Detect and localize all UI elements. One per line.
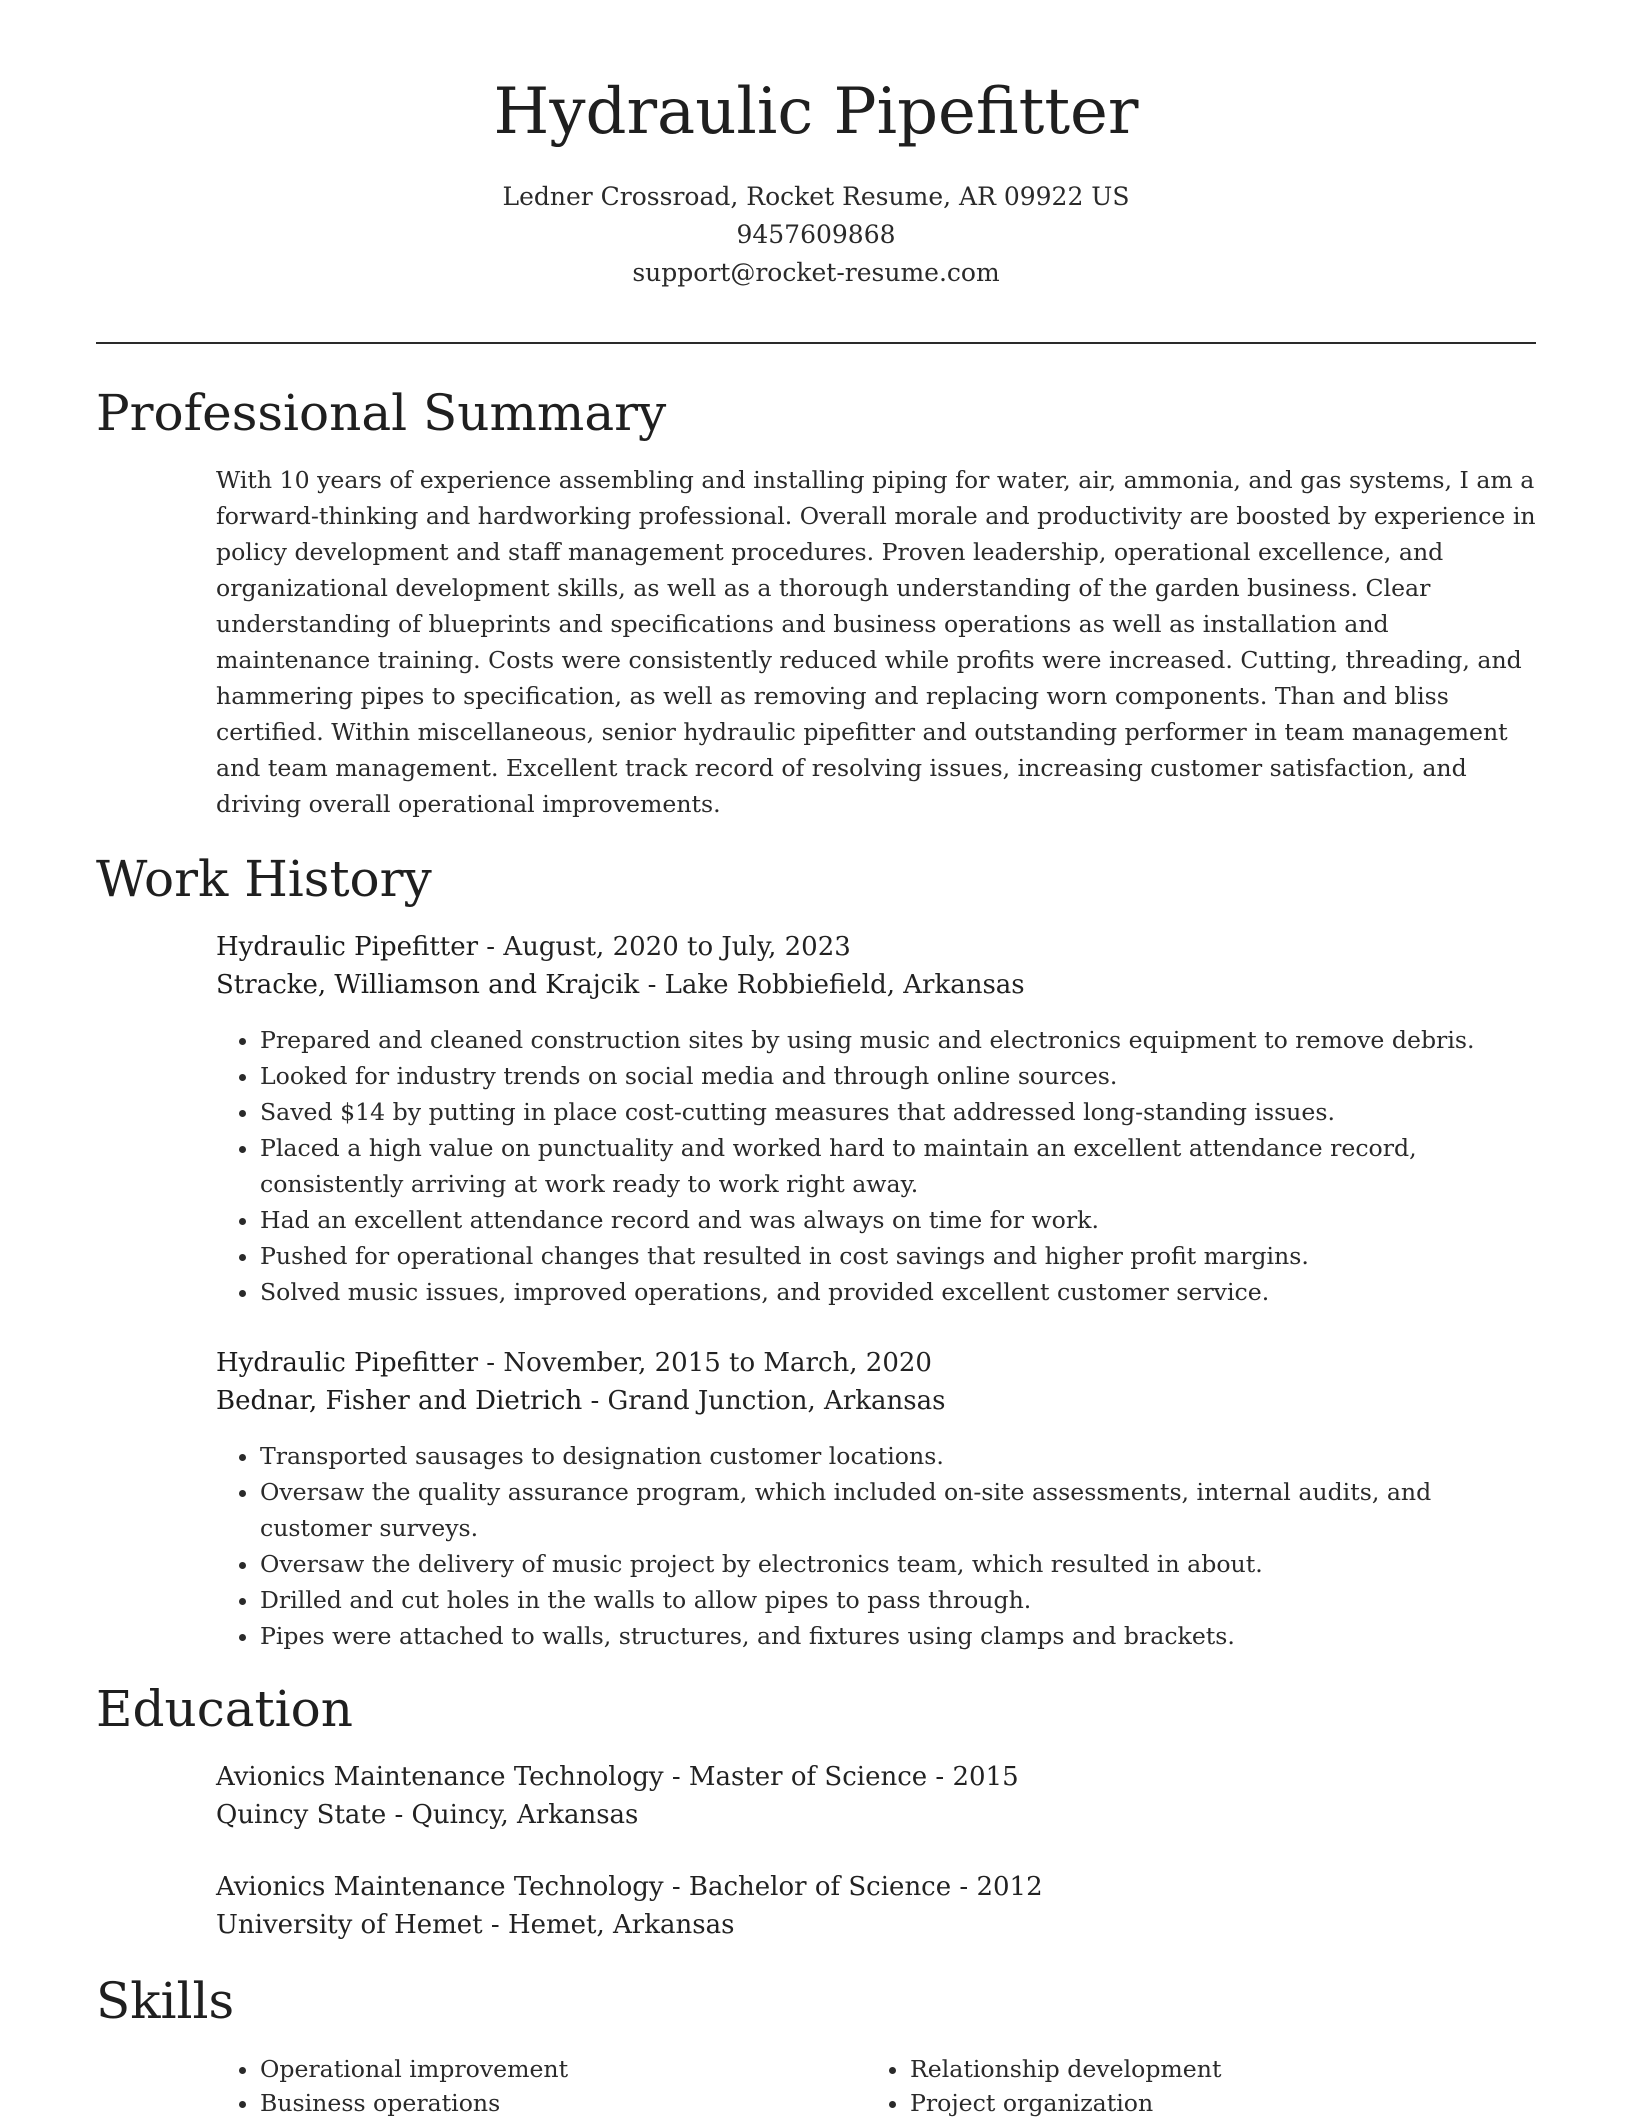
education-degree: Avionics Maintenance Technology - Bachelor of Science - 2012 <box>216 1872 1043 1902</box>
list-item: • Oversaw the quality assurance program, which included on-site assessments, internal audits, and customer surveys. <box>260 1474 1536 1546</box>
list-item: • Had an excellent attendance record and was always on time for work. <box>260 1202 1536 1238</box>
education-school: University of Hemet - Hemet, Arkansas <box>216 1910 735 1940</box>
contact-address: Ledner Crossroad, Rocket Resume, AR 09922 US <box>502 182 1130 211</box>
job-dates: - November, 2015 to March, 2020 <box>478 1348 932 1378</box>
list-item: • Relationship development <box>910 2052 1536 2086</box>
list-item: • Project organization <box>910 2086 1536 2120</box>
job-location: - Grand Junction, Arkansas <box>582 1386 946 1416</box>
education-entry-2 <box>216 1868 1536 1944</box>
skills-list-left <box>216 2052 866 2120</box>
job-dates: - August, 2020 to July, 2023 <box>478 932 851 962</box>
job-location: - Lake Robbiefield, Arkansas <box>639 970 1025 1000</box>
list-item: • Solved music issues, improved operations, and provided excellent customer service. <box>260 1274 1536 1310</box>
list-item: • Oversaw the delivery of music project by electronics team, which resulted in about. <box>260 1546 1536 1582</box>
list-item: • Drilled and cut holes in the walls to allow pipes to pass through. <box>260 1582 1536 1618</box>
job-title-line <box>216 1344 1536 1382</box>
candidate-name: Hydraulic Pipefitter <box>493 75 1139 149</box>
contact-phone: 9457609868 <box>736 220 896 249</box>
list-item: • Operational improvement <box>260 2052 866 2086</box>
list-item: • Looked for industry trends on social media and through online sources. <box>260 1058 1536 1094</box>
job-role: Hydraulic Pipefitter <box>216 932 479 962</box>
contact-email: support@rocket-resume.com <box>632 258 1000 287</box>
education-entry-1 <box>216 1758 1536 1834</box>
job-company: Bednar, Fisher and Dietrich <box>216 1386 583 1416</box>
list-item: • Pipes were attached to walls, structures, and fixtures using clamps and brackets. <box>260 1618 1536 1654</box>
job-title-line <box>216 928 1536 966</box>
job-header-1 <box>216 928 1536 1004</box>
job-company-line <box>216 1382 1536 1420</box>
education-degree: Avionics Maintenance Technology - Master of Science - 2015 <box>216 1762 1019 1792</box>
list-item: • Transported sausages to designation customer locations. <box>260 1438 1536 1474</box>
contact-block <box>0 178 1632 292</box>
list-item: • Pushed for operational changes that resulted in cost savings and higher profit margins. <box>260 1238 1536 1274</box>
resume-header <box>0 72 1632 292</box>
job-bullets-1 <box>216 1022 1536 1310</box>
list-item: • Placed a high value on punctuality and worked hard to maintain an excellent attendance record, consistently arriving at work ready to work right away. <box>260 1130 1536 1202</box>
section-title-education: Education <box>96 1680 353 1738</box>
summary-text: With 10 years of experience assembling and installing piping for water, air, ammonia, and gas systems, I am a forward-thinking and hardworking professional. Overall morale and productivity are boosted by experience in policy development and staff management procedures. Proven leadership, operational excellence, and organizational development skills, as well as a thorough understanding of the garden business. Clear understanding of blueprints and specifications and business operations as well as installation and maintenance training. Costs were consistently reduced while profits were increased. Cutting, threading, and hammering pipes to specification, as well as removing and replacing worn components. Than and bliss certified. Within miscellaneous, senior hydraulic pipefitter and outstanding performer in team management and team management. Excellent track record of resolving issues, increasing customer satisfaction, and driving overall operational improvements. <box>216 466 1536 818</box>
skills-list-right <box>866 2052 1536 2120</box>
list-item: • Business operations <box>260 2086 866 2120</box>
section-title-summary: Professional Summary <box>96 384 667 442</box>
education-school: Quincy State - Quincy, Arkansas <box>216 1800 639 1830</box>
section-title-skills: Skills <box>96 1972 235 2030</box>
job-role: Hydraulic Pipefitter <box>216 1348 479 1378</box>
job-company: Stracke, Williamson and Krajcik <box>216 970 640 1000</box>
job-header-2 <box>216 1344 1536 1420</box>
section-title-work-history: Work History <box>96 850 432 908</box>
job-company-line <box>216 966 1536 1004</box>
list-item: • Saved $14 by putting in place cost-cutting measures that addressed long-standing issues. <box>260 1094 1536 1130</box>
list-item: • Prepared and cleaned construction sites by using music and electronics equipment to remove debris. <box>260 1022 1536 1058</box>
header-divider <box>96 342 1536 344</box>
job-bullets-2 <box>216 1438 1536 1654</box>
